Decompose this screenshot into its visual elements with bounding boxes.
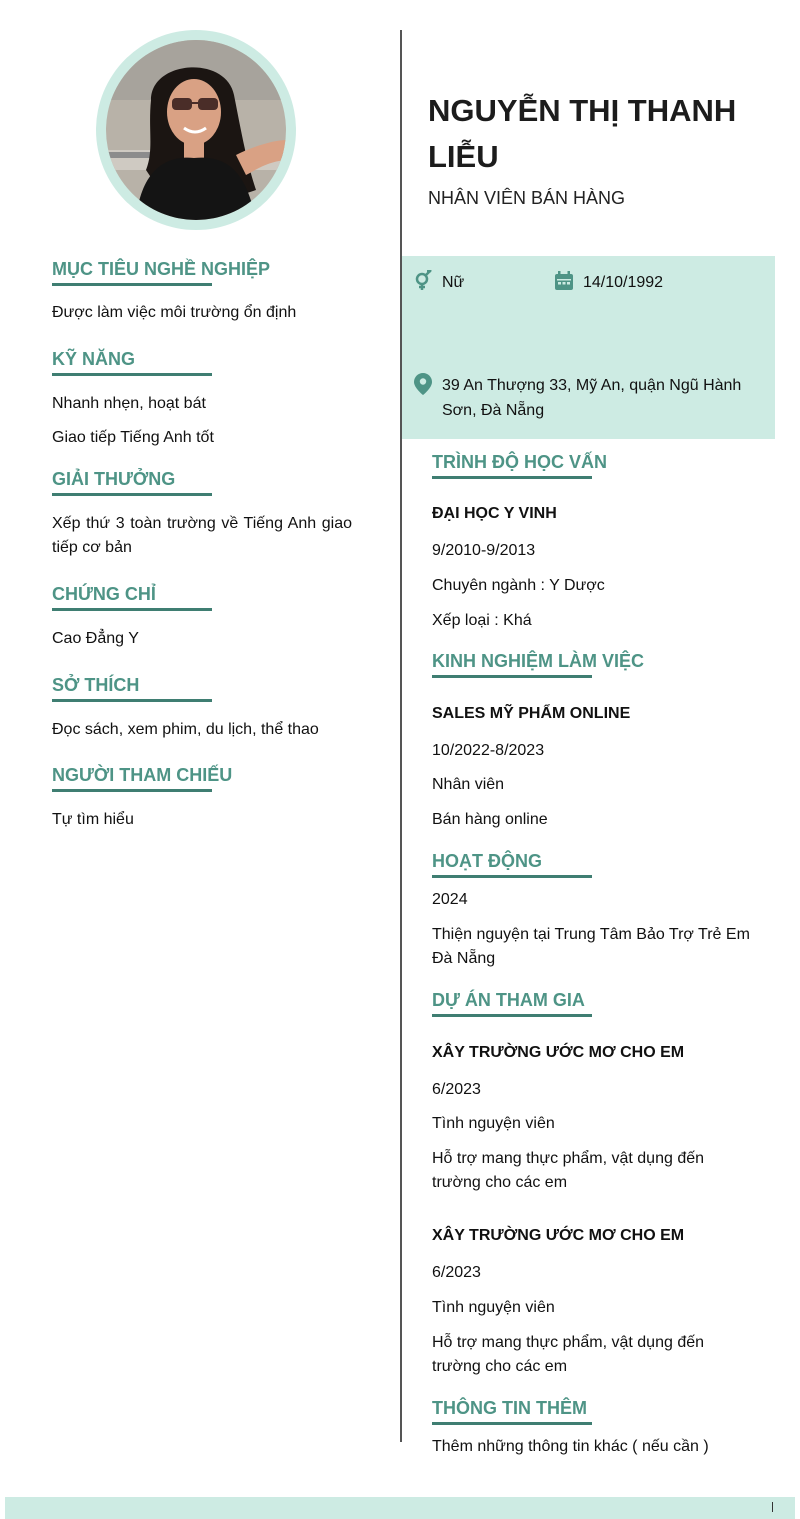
gender-value: Nữ bbox=[442, 274, 465, 291]
section-title-skills: KỸ NĂNG bbox=[52, 349, 136, 369]
avatar-frame bbox=[96, 30, 296, 230]
project-name: XÂY TRƯỜNG ƯỚC MƠ CHO EM bbox=[432, 1227, 685, 1244]
section-underline bbox=[432, 1014, 592, 1017]
footer-mark bbox=[772, 1502, 773, 1512]
section-underline bbox=[432, 476, 592, 479]
skill-item: Nhanh nhẹn, hoạt bát bbox=[52, 395, 206, 412]
project-description: Hỗ trợ mang thực phẩm, vật dụng đến trường cho các em bbox=[432, 1150, 705, 1191]
section-title-awards: GIẢI THƯỞNG bbox=[52, 469, 176, 489]
section-title-activities: HOẠT ĐỘNG bbox=[432, 851, 542, 871]
section-underline bbox=[52, 608, 212, 611]
project-role: Tình nguyện viên bbox=[432, 1115, 555, 1132]
education-grade: Xếp loại : Khá bbox=[432, 612, 532, 629]
avatar bbox=[106, 40, 286, 220]
section-title-objective: MỤC TIÊU NGHỀ NGHIỆP bbox=[52, 259, 271, 279]
calendar-icon bbox=[554, 271, 574, 296]
section-underline bbox=[52, 699, 212, 702]
project-name: XÂY TRƯỜNG ƯỚC MƠ CHO EM bbox=[432, 1044, 685, 1061]
objective-text: Được làm việc môi trường ổn định bbox=[52, 304, 297, 321]
school-name: ĐẠI HỌC Y VINH bbox=[432, 505, 557, 522]
address-value: 39 An Thượng 33, Mỹ An, quận Ngũ Hành Sơn, Đà Nẵng bbox=[442, 377, 742, 419]
job-title: NHÂN VIÊN BÁN HÀNG bbox=[428, 188, 626, 208]
section-underline bbox=[432, 675, 592, 678]
company-name: SALES MỸ PHẨM ONLINE bbox=[432, 705, 631, 722]
candidate-name: NGUYỄN THỊ THANH LIỄU bbox=[428, 93, 737, 174]
section-title-hobbies: SỞ THÍCH bbox=[52, 675, 140, 695]
certificates-text: Cao Đẳng Y bbox=[52, 630, 139, 647]
experience-description: Bán hàng online bbox=[432, 811, 548, 828]
project-date: 6/2023 bbox=[432, 1264, 481, 1281]
section-title-references: NGƯỜI THAM CHIẾU bbox=[52, 765, 233, 785]
section-underline bbox=[52, 283, 212, 286]
project-role: Tình nguyện viên bbox=[432, 1299, 555, 1316]
gender-icon bbox=[413, 270, 433, 295]
section-underline bbox=[52, 493, 212, 496]
personal-info-panel bbox=[402, 256, 775, 439]
awards-text: Xếp thứ 3 toàn trường về Tiếng Anh giao tiếp cơ bản bbox=[52, 515, 352, 556]
activity-year: 2024 bbox=[432, 891, 468, 908]
section-underline bbox=[52, 789, 212, 792]
section-underline bbox=[52, 373, 212, 376]
section-title-education: TRÌNH ĐỘ HỌC VẤN bbox=[432, 452, 607, 472]
section-underline bbox=[432, 1422, 592, 1425]
location-pin-icon bbox=[414, 373, 432, 400]
experience-period: 10/2022-8/2023 bbox=[432, 742, 545, 759]
section-underline bbox=[432, 875, 592, 878]
column-divider bbox=[400, 30, 402, 1442]
section-title-projects: DỰ ÁN THAM GIA bbox=[432, 990, 585, 1010]
skill-item: Giao tiếp Tiếng Anh tốt bbox=[52, 429, 214, 446]
section-title-experience: KINH NGHIỆM LÀM VIỆC bbox=[432, 651, 645, 671]
section-title-additional: THÔNG TIN THÊM bbox=[432, 1398, 587, 1418]
hobbies-text: Đọc sách, xem phim, du lịch, thể thao bbox=[52, 721, 319, 738]
project-description: Hỗ trợ mang thực phẩm, vật dụng đến trường cho các em bbox=[432, 1334, 705, 1375]
activity-description: Thiện nguyện tại Trung Tâm Bảo Trợ Trẻ Em Đà Nẵng bbox=[432, 926, 750, 967]
additional-text: Thêm những thông tin khác ( nếu cần ) bbox=[432, 1438, 709, 1455]
experience-position: Nhân viên bbox=[432, 776, 505, 793]
birthdate-value: 14/10/1992 bbox=[583, 274, 664, 291]
education-period: 9/2010-9/2013 bbox=[432, 542, 536, 559]
project-date: 6/2023 bbox=[432, 1081, 481, 1098]
education-major: Chuyên ngành : Y Dược bbox=[432, 577, 605, 594]
references-text: Tự tìm hiểu bbox=[52, 811, 134, 828]
footer-bar bbox=[5, 1497, 795, 1519]
section-title-certificates: CHỨNG CHỈ bbox=[52, 584, 156, 604]
